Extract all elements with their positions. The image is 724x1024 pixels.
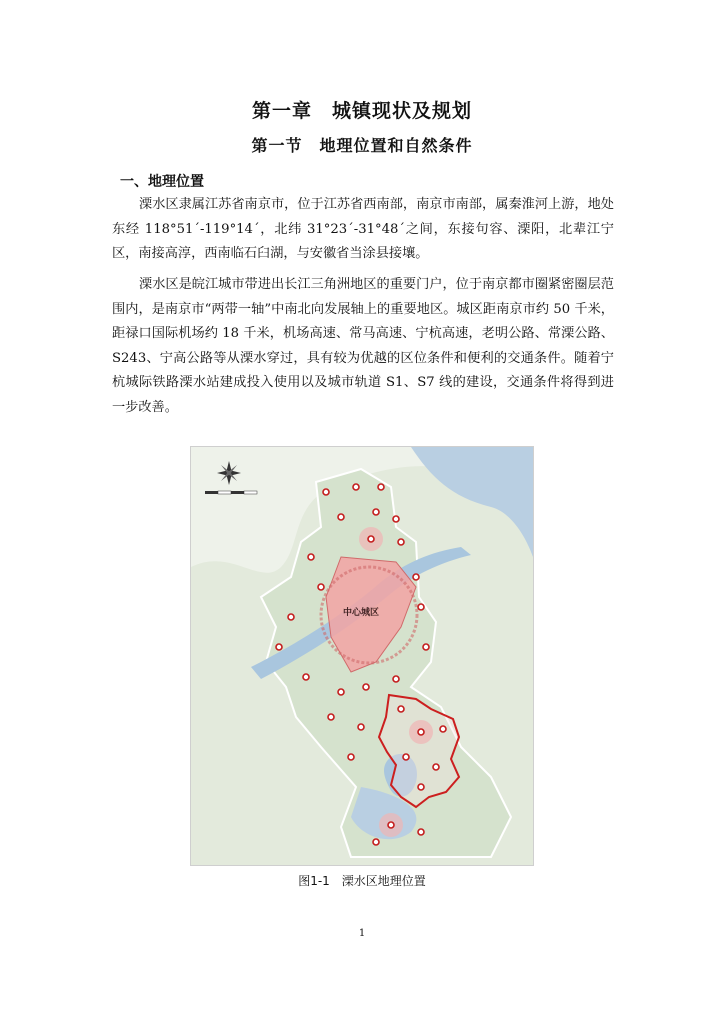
figure-caption: 图1-1 溧水区地理位置 <box>298 874 426 888</box>
location-map-figure <box>190 446 534 866</box>
page-number: 1 <box>358 928 366 939</box>
subheading-geographic-location: 一、地理位置 <box>120 174 204 190</box>
section-title: 第一节 地理位置和自然条件 <box>251 136 473 155</box>
location-map <box>191 447 533 865</box>
paragraph-1: 溧水区隶属江苏省南京市，位于江苏省西南部，南京市南部，属秦淮河上游，地处东经 118°51´-119°14´，北纬 31°23´-31°48´之间，东接句容、溧阳，北辈江宁区，南接高淳，西南临石臼湖，与安徽省当涂县接壤。 <box>112 197 614 261</box>
chapter-title: 第一章 城镇现状及规划 <box>251 100 472 122</box>
paragraph-2: 溧水区是皖江城市带进出长江三角洲地区的重要门户，位于南京都市圈紧密圈层范围内，是南京市“两带一轴”中南北向发展轴上的重要地区。城区距南京市约 50 千米，距禄口国际机场约 18 千米，机场高速、常马高速、宁杭高速，老明公路、常溧公路、S243、宁高公路等从溧水穿过，具有较为优越的区位条件和便利的交通条件。随着宁杭城际铁路溧水站建成投入使用以及城市轨道 S1、S7 线的建设，交通条件将得到进一步改善。 <box>112 277 614 415</box>
center-zone-label: 中心城区 <box>343 608 380 618</box>
scale-bar <box>205 491 257 494</box>
